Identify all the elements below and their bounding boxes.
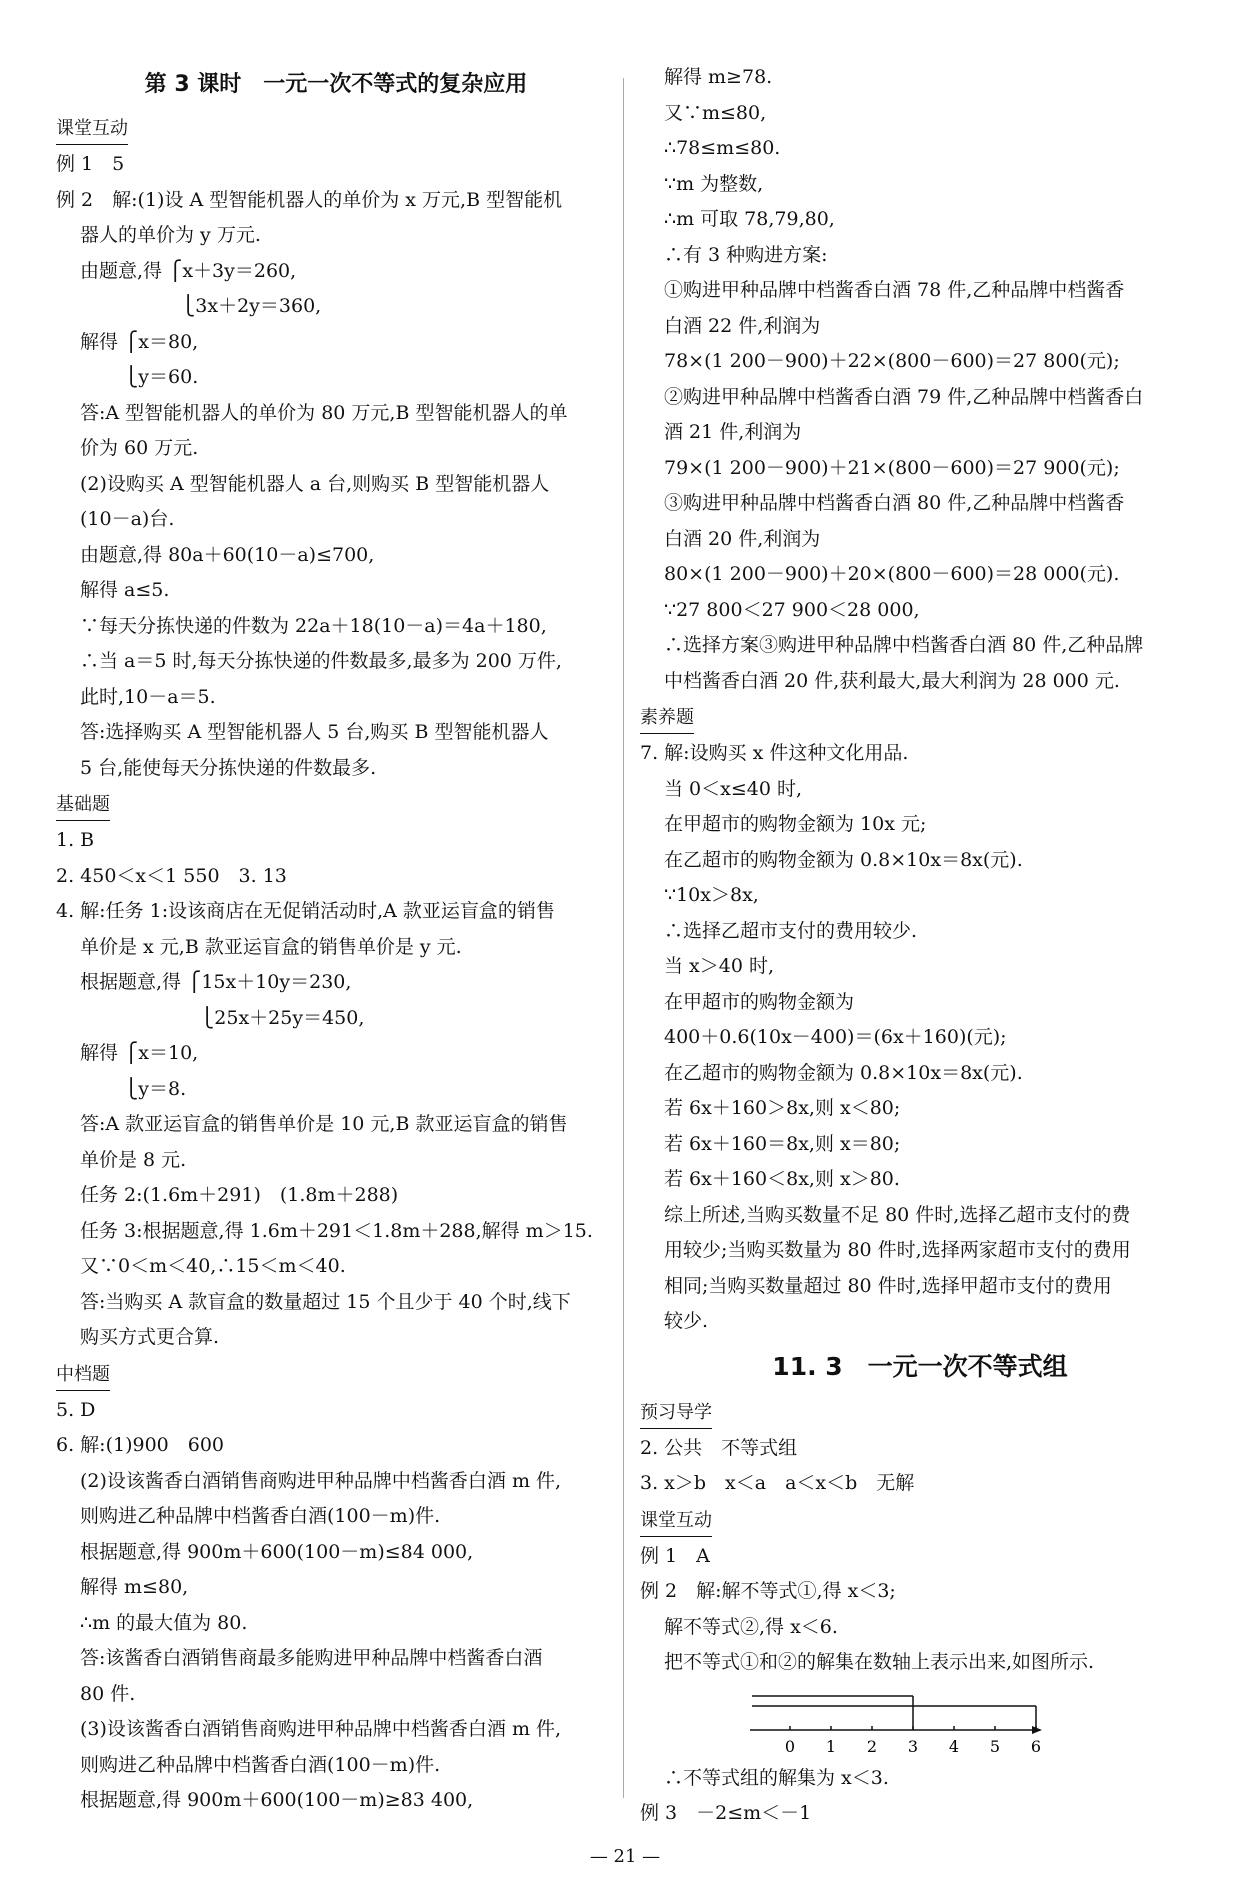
text-line: ∵10x＞8x, <box>664 884 759 906</box>
tick-label: 6 <box>1030 1736 1042 1756</box>
text-line: 若 6x＋160＜8x,则 x＞80. <box>664 1168 900 1190</box>
text-line: 5. D <box>56 1398 96 1421</box>
text-line: 3. x＞b x＜a a＜x＜b 无解 <box>640 1472 915 1494</box>
text-line: 6. 解:(1)900 600 <box>56 1434 225 1456</box>
text-line: 又∵0＜m＜40,∴15＜m＜40. <box>80 1255 346 1277</box>
text-line: 又∵m≤80, <box>664 101 767 124</box>
text-line: 在乙超市的购物金额为 0.8×10x＝8x(元). <box>664 848 1023 871</box>
text-line: ∵27 800＜27 900＜28 000, <box>664 598 920 621</box>
section-header: 素养题 <box>640 703 694 734</box>
text-line: 5 台,能使每天分拣快递的件数最多. <box>80 756 377 779</box>
tick-label: 2 <box>866 1736 878 1756</box>
text-line: ∴有 3 种购进方案: <box>664 243 828 266</box>
text-line: ∴当 a＝5 时,每天分拣快递的件数最多,最多为 200 万件, <box>80 650 562 672</box>
text-line: 若 6x＋160＞8x,则 x＜80; <box>664 1097 901 1119</box>
text-line: 由题意,得 ⎧x＋3y＝260, <box>80 259 297 282</box>
text-line: 综上所述,当购买数量不足 80 件时,选择乙超市支付的费 <box>664 1203 1131 1226</box>
text-line: 例 3 －2≤m＜－1 <box>640 1802 812 1824</box>
text-line: 任务 2:(1.6m＋291) (1.8m＋288) <box>80 1184 399 1206</box>
text-line: 在甲超市的购物金额为 <box>664 990 855 1013</box>
section-header-row <box>640 1502 1200 1539</box>
text-line: ②购进甲种品牌中档酱香白酒 79 件,乙种品牌中档酱香白 <box>664 385 1144 408</box>
text-line: ∴m 的最大值为 80. <box>80 1611 248 1634</box>
section-header: 课堂互动 <box>56 114 128 145</box>
section-title: 第 3 课时 一元一次不等式的复杂应用 <box>144 72 528 97</box>
text-line: 2. 450＜x＜1 550 3. 13 <box>56 864 287 887</box>
text-line: 答:当购买 A 款盲盒的数量超过 15 个且少于 40 个时,线下 <box>80 1290 571 1313</box>
text-line: ∴78≤m≤80. <box>664 137 781 159</box>
section-header-row <box>56 786 616 823</box>
chapter-title: 11. 3 一元一次不等式组 <box>772 1351 1068 1381</box>
text-line: 当 0＜x≤40 时, <box>664 777 803 800</box>
text-line: 在乙超市的购物金额为 0.8×10x＝8x(元). <box>664 1061 1023 1084</box>
section-header-row <box>640 1394 1200 1431</box>
text-line: 例 2 解:(1)设 A 型智能机器人的单价为 x 万元,B 型智能机 <box>56 188 563 211</box>
section-header: 基础题 <box>56 790 110 821</box>
tick-label: 3 <box>907 1736 919 1756</box>
text-line: 白酒 22 件,利润为 <box>664 314 821 337</box>
text-line: 例 1 A <box>640 1544 710 1567</box>
text-line: 80×(1 200－900)＋20×(800－600)＝28 000(元). <box>664 563 1120 585</box>
text-line: ⎩25x＋25y＝450, <box>80 1006 365 1029</box>
text-line: 答:选择购买 A 型智能机器人 5 台,购买 B 型智能机器人 <box>80 721 549 743</box>
text-line: ∵m 为整数, <box>664 172 764 195</box>
text-line: 80 件. <box>80 1682 136 1705</box>
text-line: 2. 公共 不等式组 <box>640 1436 798 1459</box>
text-line: 此时,10－a＝5. <box>80 685 216 708</box>
text-line: 较少. <box>664 1310 709 1332</box>
text-line: (10－a)台. <box>80 508 175 530</box>
text-line: (2)设该酱香白酒销售商购进甲种品牌中档酱香白酒 m 件, <box>80 1469 562 1492</box>
text-line: ①购进甲种品牌中档酱香白酒 78 件,乙种品牌中档酱香 <box>664 279 1125 301</box>
axis-arrow <box>1032 1726 1042 1734</box>
text-line: 解得 ⎧x＝80, <box>80 330 199 353</box>
tick-label: 4 <box>948 1736 960 1756</box>
tick-label: 1 <box>825 1736 837 1756</box>
section-header: 课堂互动 <box>640 1506 712 1537</box>
text-line: ∴不等式组的解集为 x＜3. <box>664 1766 889 1789</box>
text-line: 1. B <box>56 829 95 851</box>
text-line: 单价是 x 元,B 款亚运盲盒的销售单价是 y 元. <box>80 935 462 958</box>
text-line: ∴选择方案③购进甲种品牌中档酱香白酒 80 件,乙种品牌 <box>664 634 1144 656</box>
text-line: 用较少;当购买数量为 80 件时,选择两家超市支付的费用 <box>664 1239 1131 1261</box>
text-line: ③购进甲种品牌中档酱香白酒 80 件,乙种品牌中档酱香 <box>664 492 1125 514</box>
number-line <box>750 1682 1050 1760</box>
text-line: 白酒 20 件,利润为 <box>664 527 821 550</box>
text-line: 则购进乙种品牌中档酱香白酒(100－m)件. <box>80 1505 441 1527</box>
text-line: 在甲超市的购物金额为 10x 元; <box>664 813 927 835</box>
text-line: 根据题意,得 900m＋600(100－m)≤84 000, <box>80 1540 474 1563</box>
text-line: 则购进乙种品牌中档酱香白酒(100－m)件. <box>80 1753 441 1776</box>
text-line: 79×(1 200－900)＋21×(800－600)＝27 900(元); <box>664 456 1120 479</box>
text-line: 根据题意,得 900m＋600(100－m)≥83 400, <box>80 1789 474 1811</box>
text-line: 购买方式更合算. <box>80 1326 220 1348</box>
text-line: 7. 解:设购买 x 件这种文化用品. <box>640 742 909 764</box>
text-line: 4. 解:任务 1:设该商店在无促销活动时,A 款亚运盲盒的销售 <box>56 900 555 922</box>
text-line: 解得 m≤80, <box>80 1576 189 1598</box>
text-line: 解不等式②,得 x＜6. <box>664 1615 838 1638</box>
left-column <box>56 60 616 1819</box>
text-line: 价为 60 万元. <box>80 437 199 459</box>
text-line: ⎩3x＋2y＝360, <box>80 295 322 317</box>
text-line: 解得 ⎧x＝10, <box>80 1042 199 1064</box>
tick-label: 5 <box>989 1736 1001 1756</box>
text-line: 器人的单价为 y 万元. <box>80 224 261 246</box>
column-divider <box>623 78 624 1798</box>
text-line: (2)设购买 A 型智能机器人 a 台,则购买 B 型智能机器人 <box>80 472 550 495</box>
text-line: 答:该酱香白酒销售商最多能购进甲种品牌中档酱香白酒 <box>80 1647 543 1669</box>
text-line: 单价是 8 元. <box>80 1148 187 1171</box>
section-header: 中档题 <box>56 1360 110 1391</box>
section-header: 预习导学 <box>640 1398 712 1429</box>
text-line: 例 2 解:解不等式①,得 x＜3; <box>640 1580 896 1602</box>
text-line: ⎩y＝60. <box>80 366 199 388</box>
text-line: 400＋0.6(10x－400)＝(6x＋160)(元); <box>664 1026 1007 1048</box>
text-line: ∵每天分拣快递的件数为 22a＋18(10－a)＝4a＋180, <box>80 614 547 637</box>
text-line: 酒 21 件,利润为 <box>664 421 802 443</box>
text-line: 根据题意,得 ⎧15x＋10y＝230, <box>80 971 352 993</box>
text-line: 解得 m≥78. <box>664 66 773 88</box>
text-line: 答:A 型智能机器人的单价为 80 万元,B 型智能机器人的单 <box>80 401 568 424</box>
text-line: 解得 a≤5. <box>80 579 170 601</box>
section-header-row <box>56 1356 616 1393</box>
page-number: — 21 — <box>589 1846 661 1867</box>
text-line: ⎩y＝8. <box>80 1077 187 1100</box>
text-line: 若 6x＋160＝8x,则 x＝80; <box>664 1132 901 1155</box>
text-line: (3)设该酱香白酒销售商购进甲种品牌中档酱香白酒 m 件, <box>80 1718 562 1740</box>
text-line: 中档酱香白酒 20 件,获利最大,最大利润为 28 000 元. <box>664 669 1120 692</box>
section-header-row <box>56 110 616 147</box>
right-column <box>640 60 1200 1832</box>
section-header-row <box>640 699 1200 736</box>
number-line-figure <box>640 1681 1200 1761</box>
text-line: 把不等式①和②的解集在数轴上表示出来,如图所示. <box>664 1651 1095 1673</box>
text-line: ∴m 可取 78,79,80, <box>664 208 835 230</box>
text-line: 相同;当购买数量超过 80 件时,选择甲超市支付的费用 <box>664 1274 1112 1297</box>
text-line: 例 1 5 <box>56 153 125 175</box>
text-line: 由题意,得 80a＋60(10－a)≤700, <box>80 543 375 566</box>
text-line: 任务 3:根据题意,得 1.6m＋291＜1.8m＋288,解得 m＞15. <box>80 1219 593 1242</box>
text-line: ∴选择乙超市支付的费用较少. <box>664 919 918 942</box>
text-line: 答:A 款亚运盲盒的销售单价是 10 元,B 款亚运盲盒的销售 <box>80 1113 568 1135</box>
text-line: 当 x＞40 时, <box>664 955 775 977</box>
tick-label: 0 <box>784 1736 796 1756</box>
text-line: 78×(1 200－900)＋22×(800－600)＝27 800(元); <box>664 350 1120 372</box>
